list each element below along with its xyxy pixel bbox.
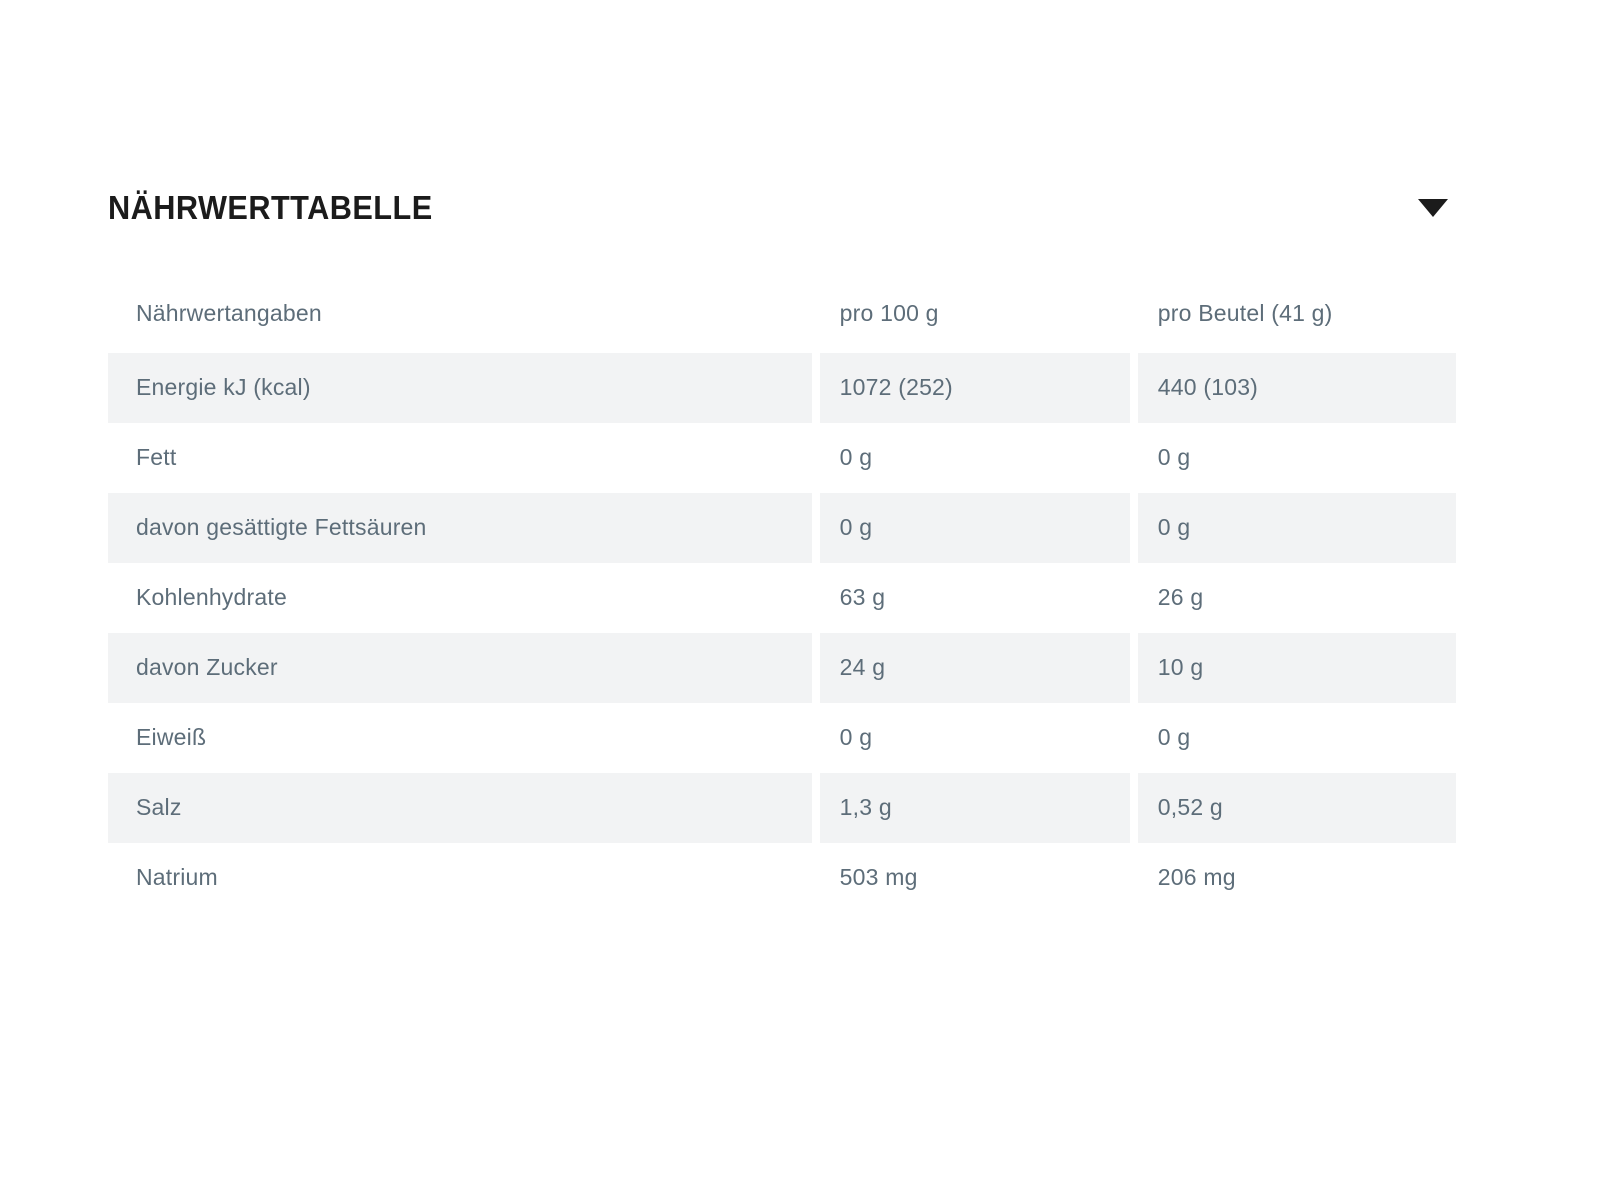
row-value-per-100g: 0 g <box>812 703 1130 773</box>
column-header-nutrient: Nährwertangaben <box>136 300 322 327</box>
table-row <box>108 493 1456 563</box>
row-label: Fett <box>136 444 177 471</box>
row-value-per-bag: 0 g <box>1130 493 1456 563</box>
table-row <box>108 843 1456 913</box>
row-value-per-bag: 10 g <box>1130 633 1456 703</box>
caret-down-icon[interactable] <box>1416 191 1450 225</box>
table-header <box>108 296 1456 353</box>
row-label: Energie kJ (kcal) <box>108 353 812 423</box>
row-value-per-100g: 1,3 g <box>812 773 1130 843</box>
row-value-per-bag: 206 mg <box>1130 843 1456 913</box>
row-value-per-bag: 0,52 g <box>1130 773 1456 843</box>
table-row <box>108 423 1456 493</box>
table-row <box>108 773 1456 843</box>
row-value-per-100g: 1072 (252) <box>812 353 1130 423</box>
column-header-per-100g: pro 100 g <box>839 300 939 327</box>
row-value-per-100g: 63 g <box>812 563 1130 633</box>
table-row <box>108 353 1456 423</box>
row-value-per-100g: 24 g <box>812 633 1130 703</box>
table-body <box>108 353 1456 912</box>
row-label: Salz <box>108 773 812 843</box>
row-value-per-bag: 0 g <box>1130 703 1456 773</box>
row-label: Kohlenhydrate <box>136 583 287 610</box>
table-row <box>108 703 1456 773</box>
row-label: davon Zucker <box>108 633 812 703</box>
row-value-per-bag: 26 g <box>1130 563 1456 633</box>
row-value-per-bag: 0 g <box>1130 423 1456 493</box>
nutrition-panel <box>108 190 1456 912</box>
row-label: Eiweiß <box>136 723 207 750</box>
page-title: NÄHRWERTTABELLE <box>108 189 433 226</box>
row-value-per-100g: 0 g <box>812 423 1130 493</box>
table-header-row <box>108 296 1456 353</box>
row-value-per-100g: 503 mg <box>812 843 1130 913</box>
row-label: davon gesättigte Fettsäuren <box>108 493 812 563</box>
table-row <box>108 633 1456 703</box>
panel-header[interactable] <box>108 190 1456 248</box>
column-header-per-bag: pro Beutel (41 g) <box>1157 300 1333 327</box>
row-label: Natrium <box>136 863 218 890</box>
row-value-per-100g: 0 g <box>812 493 1130 563</box>
nutrition-table <box>108 296 1456 912</box>
table-row <box>108 563 1456 633</box>
row-value-per-bag: 440 (103) <box>1130 353 1456 423</box>
caret-shape <box>1418 199 1448 217</box>
